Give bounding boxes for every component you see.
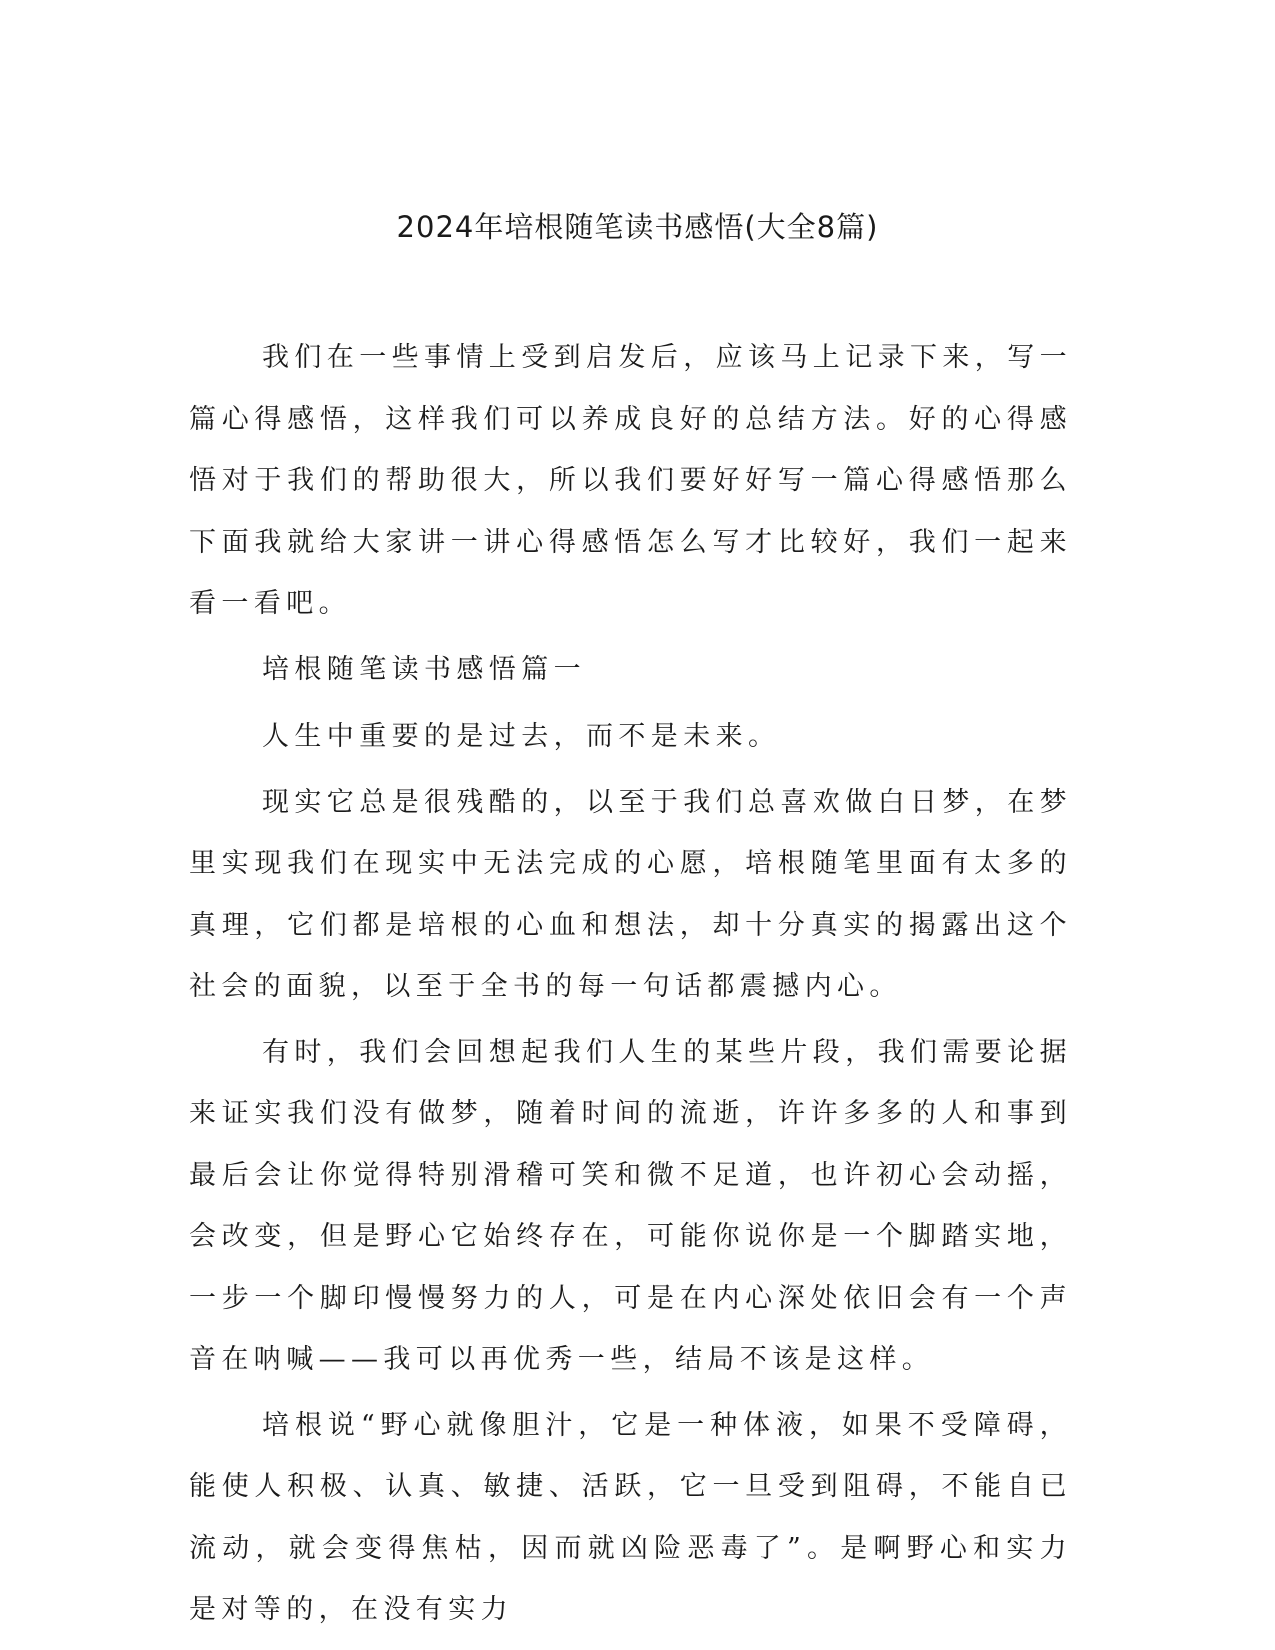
body-paragraph: 有时，我们会回想起我们人生的某些片段，我们需要论据来证实我们没有做梦，随着时间的流逝，许许多多的人和事到最后会让你觉得特别滑稽可笑和微不足道，也许初心会动摇，会改变，但是野心它始终存在，可能你说你是一个脚踏实地，一步一个脚印慢慢努力的人，可是在内心深处依旧会有一个声音在呐喊——我可以再优秀一些，结局不该是这样。 bbox=[189, 1036, 1072, 1375]
body-paragraph: 现实它总是很残酷的，以至于我们总喜欢做白日梦，在梦里实现我们在现实中无法完成的心愿，培根随笔里面有太多的真理，它们都是培根的心血和想法，却十分真实的揭露出这个社会的面貌，以至于全书的每一句话都震撼内心。 bbox=[189, 786, 1072, 1002]
intro-paragraph: 我们在一些事情上受到启发后，应该马上记录下来，写一篇心得感悟，这样我们可以养成良好的总结方法。好的心得感悟对于我们的帮助很大，所以我们要好好写一篇心得感悟那么下面我就给大家讲一讲心得感悟怎么写才比较好，我们一起来看一看吧。 bbox=[189, 342, 1072, 619]
body-paragraph: 人生中重要的是过去，而不是未来。 bbox=[262, 721, 781, 752]
section-heading: 培根随笔读书感悟篇一 bbox=[262, 653, 586, 685]
document-body bbox=[189, 327, 1072, 1645]
document-title: 2024年培根随笔读书感悟(大全8篇) bbox=[396, 210, 879, 244]
body-paragraph: 培根说“野心就像胆汁，它是一种体液，如果不受障碍，能使人积极、认真、敏捷、活跃，它一旦受到阻碍，不能自已流动，就会变得焦枯，因而就凶险恶毒了”。是啊野心和实力是对等的，在没有实力 bbox=[189, 1409, 1072, 1625]
